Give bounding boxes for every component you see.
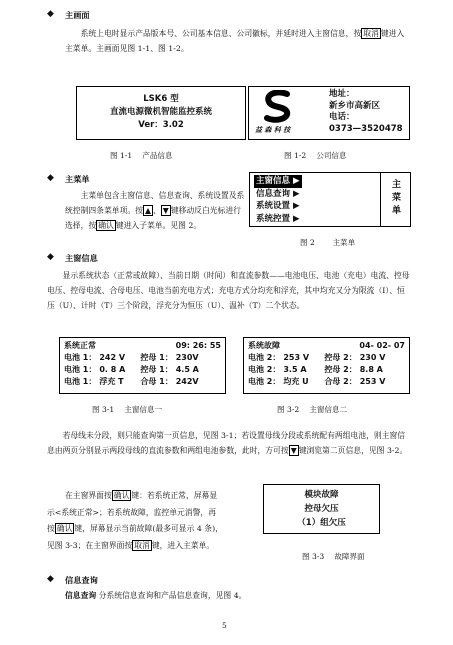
figure-caption: 图 3-3 故障界面	[302, 552, 365, 561]
menu-item-system-settings[interactable]: 系统设置 ▶	[256, 201, 300, 211]
figure-caption: 图 1-2 公司信息	[284, 151, 347, 160]
main-window-paragraph: 显示系统状态（正常或故障）、当前日期（时间）和直流参数——电池电压、电池（充电）电流、控母电压、控母电流、合母电压、电池当前充电方式；充电方式分均充和浮充，其中均充又分为限流（I）、恒压（U）、计时（T）三个阶段，浮充分为恒压（U）、温补（T）二个状态。	[47, 271, 410, 310]
clock-time: 09: 26: 55	[175, 341, 221, 350]
system-status: 系统正常	[64, 341, 96, 350]
table-row: 电池 1： 0. 8 A 控母 1： 4.5 A	[64, 365, 199, 374]
figure-caption: 图 3-2 主窗信息二	[277, 405, 348, 414]
company-contact: 地址： 新乡市高新区 电话： 0373—3520478	[329, 89, 403, 134]
info-query-paragraph: 信息查询 分系统信息查询和产品信息查询，见图 4。	[65, 591, 247, 600]
page-number: 5	[222, 621, 227, 630]
dc-params-table	[248, 352, 388, 388]
cancel-key-label: 取消	[363, 29, 379, 38]
main-screen-paragraph: 系统上电时显示产品版本号、公司基本信息、公司徽标，并延时进入主窗信息，按 取消 键进入主菜单。主画面见图 1-1、图 1-2。	[65, 29, 405, 53]
figure-caption: 图 2 主菜单	[300, 238, 356, 247]
table-row: 电池 2： 均充 U 合母 2： 253 V	[248, 377, 386, 386]
confirm-key-label: 确认	[98, 221, 114, 230]
fault-screen	[263, 484, 380, 534]
section-heading-main-window-info: 主窗信息	[65, 253, 98, 263]
company-logo	[259, 90, 297, 124]
confirm-key-label: 确认	[113, 491, 130, 500]
main-window-screen-2	[243, 337, 410, 394]
menu-item-system-control[interactable]: 系统控置 ▶	[256, 213, 300, 224]
menu-item-main-window[interactable]: 主窗信息 ▶	[256, 176, 300, 186]
date: 04- 02- 07	[359, 341, 405, 350]
figure-caption: 图 1-1 产品信息	[110, 151, 173, 160]
bullet-diamond: ◆	[47, 173, 54, 183]
product-name: 直流电源微机智能监控系统	[109, 107, 212, 117]
system-status: 系统故障	[248, 341, 280, 350]
company-info-screen	[248, 86, 410, 140]
logo-caption: 益 森 科 技	[255, 125, 291, 134]
bullet-diamond: ◆	[47, 252, 54, 262]
section-heading-main-screen: 主画面	[65, 10, 90, 20]
product-model: LSK6 型	[143, 94, 179, 104]
up-key-icon: ▲	[144, 206, 151, 215]
fault-line: 模块故障	[304, 490, 339, 500]
product-info-screen	[76, 86, 246, 140]
status-line	[248, 340, 405, 352]
down-key-icon: ▼	[162, 206, 169, 215]
fault-line: （1）组欠压	[297, 518, 346, 528]
main-menu-paragraph: 主菜单包含主窗信息、信息查询、系统设置及系统控制四条菜单项。按 ▲ 、 ▼ 键移动反白光标进行选择，按 确认 键进入子菜单。见图 2。	[65, 191, 245, 230]
cancel-key-label: 取消	[134, 540, 150, 550]
menu-divider	[380, 173, 381, 226]
table-row: 电池 1： 浮充 T 合母 1： 242V	[64, 377, 199, 386]
menu-item-info-query[interactable]: 信息查询 ▶	[256, 188, 300, 199]
table-row: 电池 2： 253 V 控母 2： 230 V	[248, 353, 386, 362]
menu-list	[254, 175, 302, 225]
status-line	[64, 340, 221, 352]
table-row: 电池 1： 242 V 控母 1： 230V	[64, 353, 199, 362]
table-row: 电池 2： 3.5 A 控母 2： 8.8 A	[248, 365, 383, 374]
section-heading-info-query: 信息查询	[65, 575, 98, 585]
down-key-icon: ▼	[290, 446, 297, 455]
confirm-key-label: 确认	[56, 524, 73, 533]
fault-line: 控母欠压	[304, 504, 339, 514]
figure-caption: 图 3-1 主窗信息一	[92, 405, 163, 414]
product-version: Ver：3.02	[138, 120, 184, 130]
menu-title-vertical: 主 菜 单	[392, 180, 402, 216]
section-heading-main-menu: 主菜单	[65, 174, 90, 184]
bus-paging-paragraph: 若母线未分段，则只能查询第一页信息，见图 3-1；若设置母线分段或系统配有两组电池，则主窗信息由两页分别显示两段母线的直流参数和两组电池参数，此时，方可按 ▼ 键浏览第二页信息，见图 3-2。	[47, 431, 408, 455]
bullet-diamond: ◆	[47, 9, 54, 19]
main-window-screen-1	[59, 337, 226, 394]
main-menu-screen	[249, 172, 411, 227]
dc-params-table	[64, 352, 202, 388]
fault-paragraph: 在主窗界面按 确认 键：若系统正常，屏幕显 示<系统正常>；若系统故障，监控单元消警，再 按 确认 键，屏幕显示当前故障(最多可显示 4 条)， 见图 3-3；在主窗界面按 取消 键，进入主菜单。	[47, 491, 223, 550]
bullet-diamond: ◆	[47, 574, 54, 584]
